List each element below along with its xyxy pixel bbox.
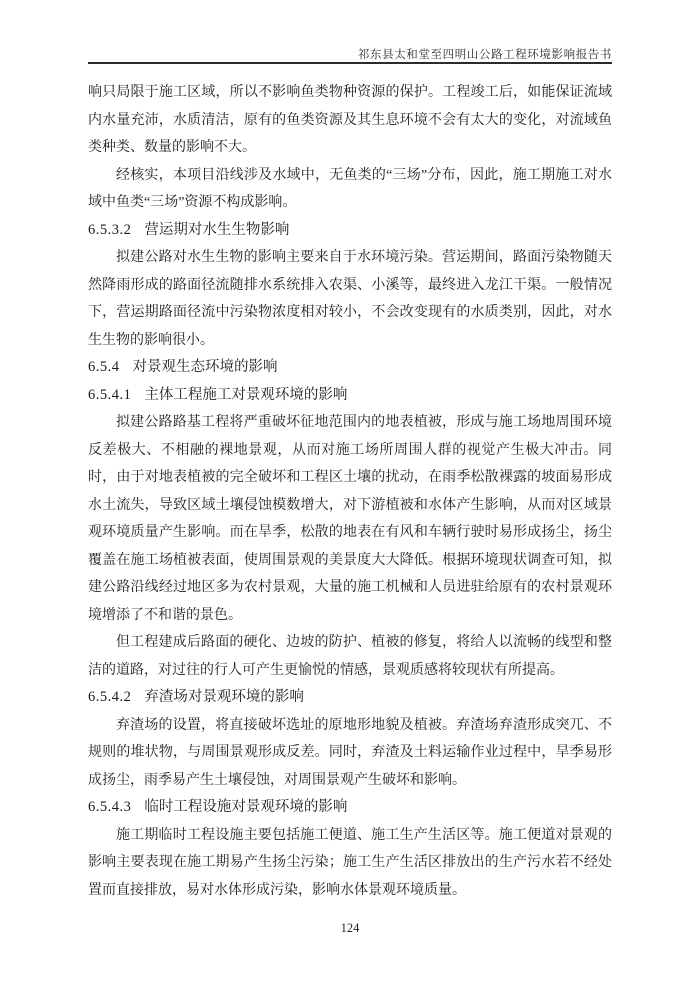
heading-number: 6.5.4.1 xyxy=(88,386,132,403)
paragraph-operation-aquatic-impact: 拟建公路对水生生物的影响主要来自于水环境污染。营运期间，路面污染物随天然降雨形成的路面径流随排水系统排入农渠、小溪等，最终进入龙江干渠。一般情况下，营运期路面径流中污染物浓度相对较小，不会改变现有的水质类别，因此，对水生生物的影响很小。 xyxy=(88,250,612,348)
paragraph-temporary-facilities-landscape: 施工期临时工程设施主要包括施工便道、施工生产生活区等。施工便道对景观的影响主要表现在施工期易产生扬尘污染；施工生产生活区排放出的生产污水若不经处置而直接排放，易对水体形成污染，影响水体景观环境质量。 xyxy=(88,827,612,898)
paragraph-fish-resource-protection: 响只局限于施工区域，所以不影响鱼类物种资源的保护。工程竣工后，如能保证流域内水量充沛，水质清洁，原有的鱼类资源及其生息环境不会有太大的变化，对流域鱼类种类、数量的影响不大。 xyxy=(88,85,612,155)
page-number: 124 xyxy=(340,921,360,935)
section-heading-6-5-4-2 xyxy=(88,684,612,712)
header-divider-rule xyxy=(88,62,612,64)
heading-title: 弃渣场对景观环境的影响 xyxy=(144,689,304,705)
section-heading-6-5-4-1 xyxy=(88,382,612,410)
heading-number: 6.5.4.2 xyxy=(88,689,132,705)
section-heading-6-5-4 xyxy=(88,354,612,382)
heading-number: 6.5.4 xyxy=(88,359,120,375)
paragraph-fish-three-grounds: 经核实，本项目沿线涉及水域中，无鱼类的“三场”分布，因此，施工期施工对水域中鱼类“三场”资源不构成影响。 xyxy=(88,167,612,210)
page-header-title: 祁东县太和堂至四明山公路工程环境影响报告书 xyxy=(357,49,612,61)
document-body xyxy=(88,79,612,904)
heading-number: 6.5.3.2 xyxy=(88,221,132,238)
paragraph-spoil-ground-landscape: 弃渣场的设置，将直接破坏选址的原地形地貌及植被。弃渣场弃渣形成突兀、不规则的堆状物，与周围景观形成反差。同时，弃渣及土料运输作业过程中，旱季易形成扬尘，雨季易产生土壤侵蚀，对周围景观产生破坏和影响。 xyxy=(88,717,612,788)
paragraph-main-construction-landscape: 拟建公路路基工程将严重破坏征地范围内的地表植被，形成与施工场地周围环境反差极大、不相融的裸地景观，从而对施工场所周围人群的视觉产生极大冲击。同时，由于对地表植被的完全破坏和工程区土壤的扰动，在雨季松散裸露的坡面易形成水土流失，导致区域土壤侵蚀模数增大，对下游植被和水体产生影响，从而对区域景观环境质量产生影响。而在旱季，松散的地表在有风和车辆行驶时易形成扬尘，扬尘覆盖在施工场植被表面，使周围景观的美景度大大降低。根据环境现状调查可知，拟建公路沿线经过地区多为农村景观，大量的施工机械和人员进驻给原有的农村景观环境增添了不和谐的景色。 xyxy=(88,415,612,623)
heading-title: 主体工程施工对景观环境的影响 xyxy=(144,386,348,403)
section-heading-6-5-4-3 xyxy=(88,794,612,822)
heading-number: 6.5.4.3 xyxy=(88,799,132,815)
heading-title: 对景观生态环境的影响 xyxy=(132,359,278,375)
section-heading-6-5-3-2 xyxy=(88,217,612,245)
heading-title: 临时工程设施对景观环境的影响 xyxy=(144,799,348,815)
paragraph-post-construction-improvement: 但工程建成后路面的硬化、边坡的防护、植被的修复，将给人以流畅的线型和整洁的道路，对过往的行人可产生更愉悦的情感，景观质感将较现状有所提高。 xyxy=(88,635,612,678)
heading-title: 营运期对水生生物影响 xyxy=(144,221,290,238)
